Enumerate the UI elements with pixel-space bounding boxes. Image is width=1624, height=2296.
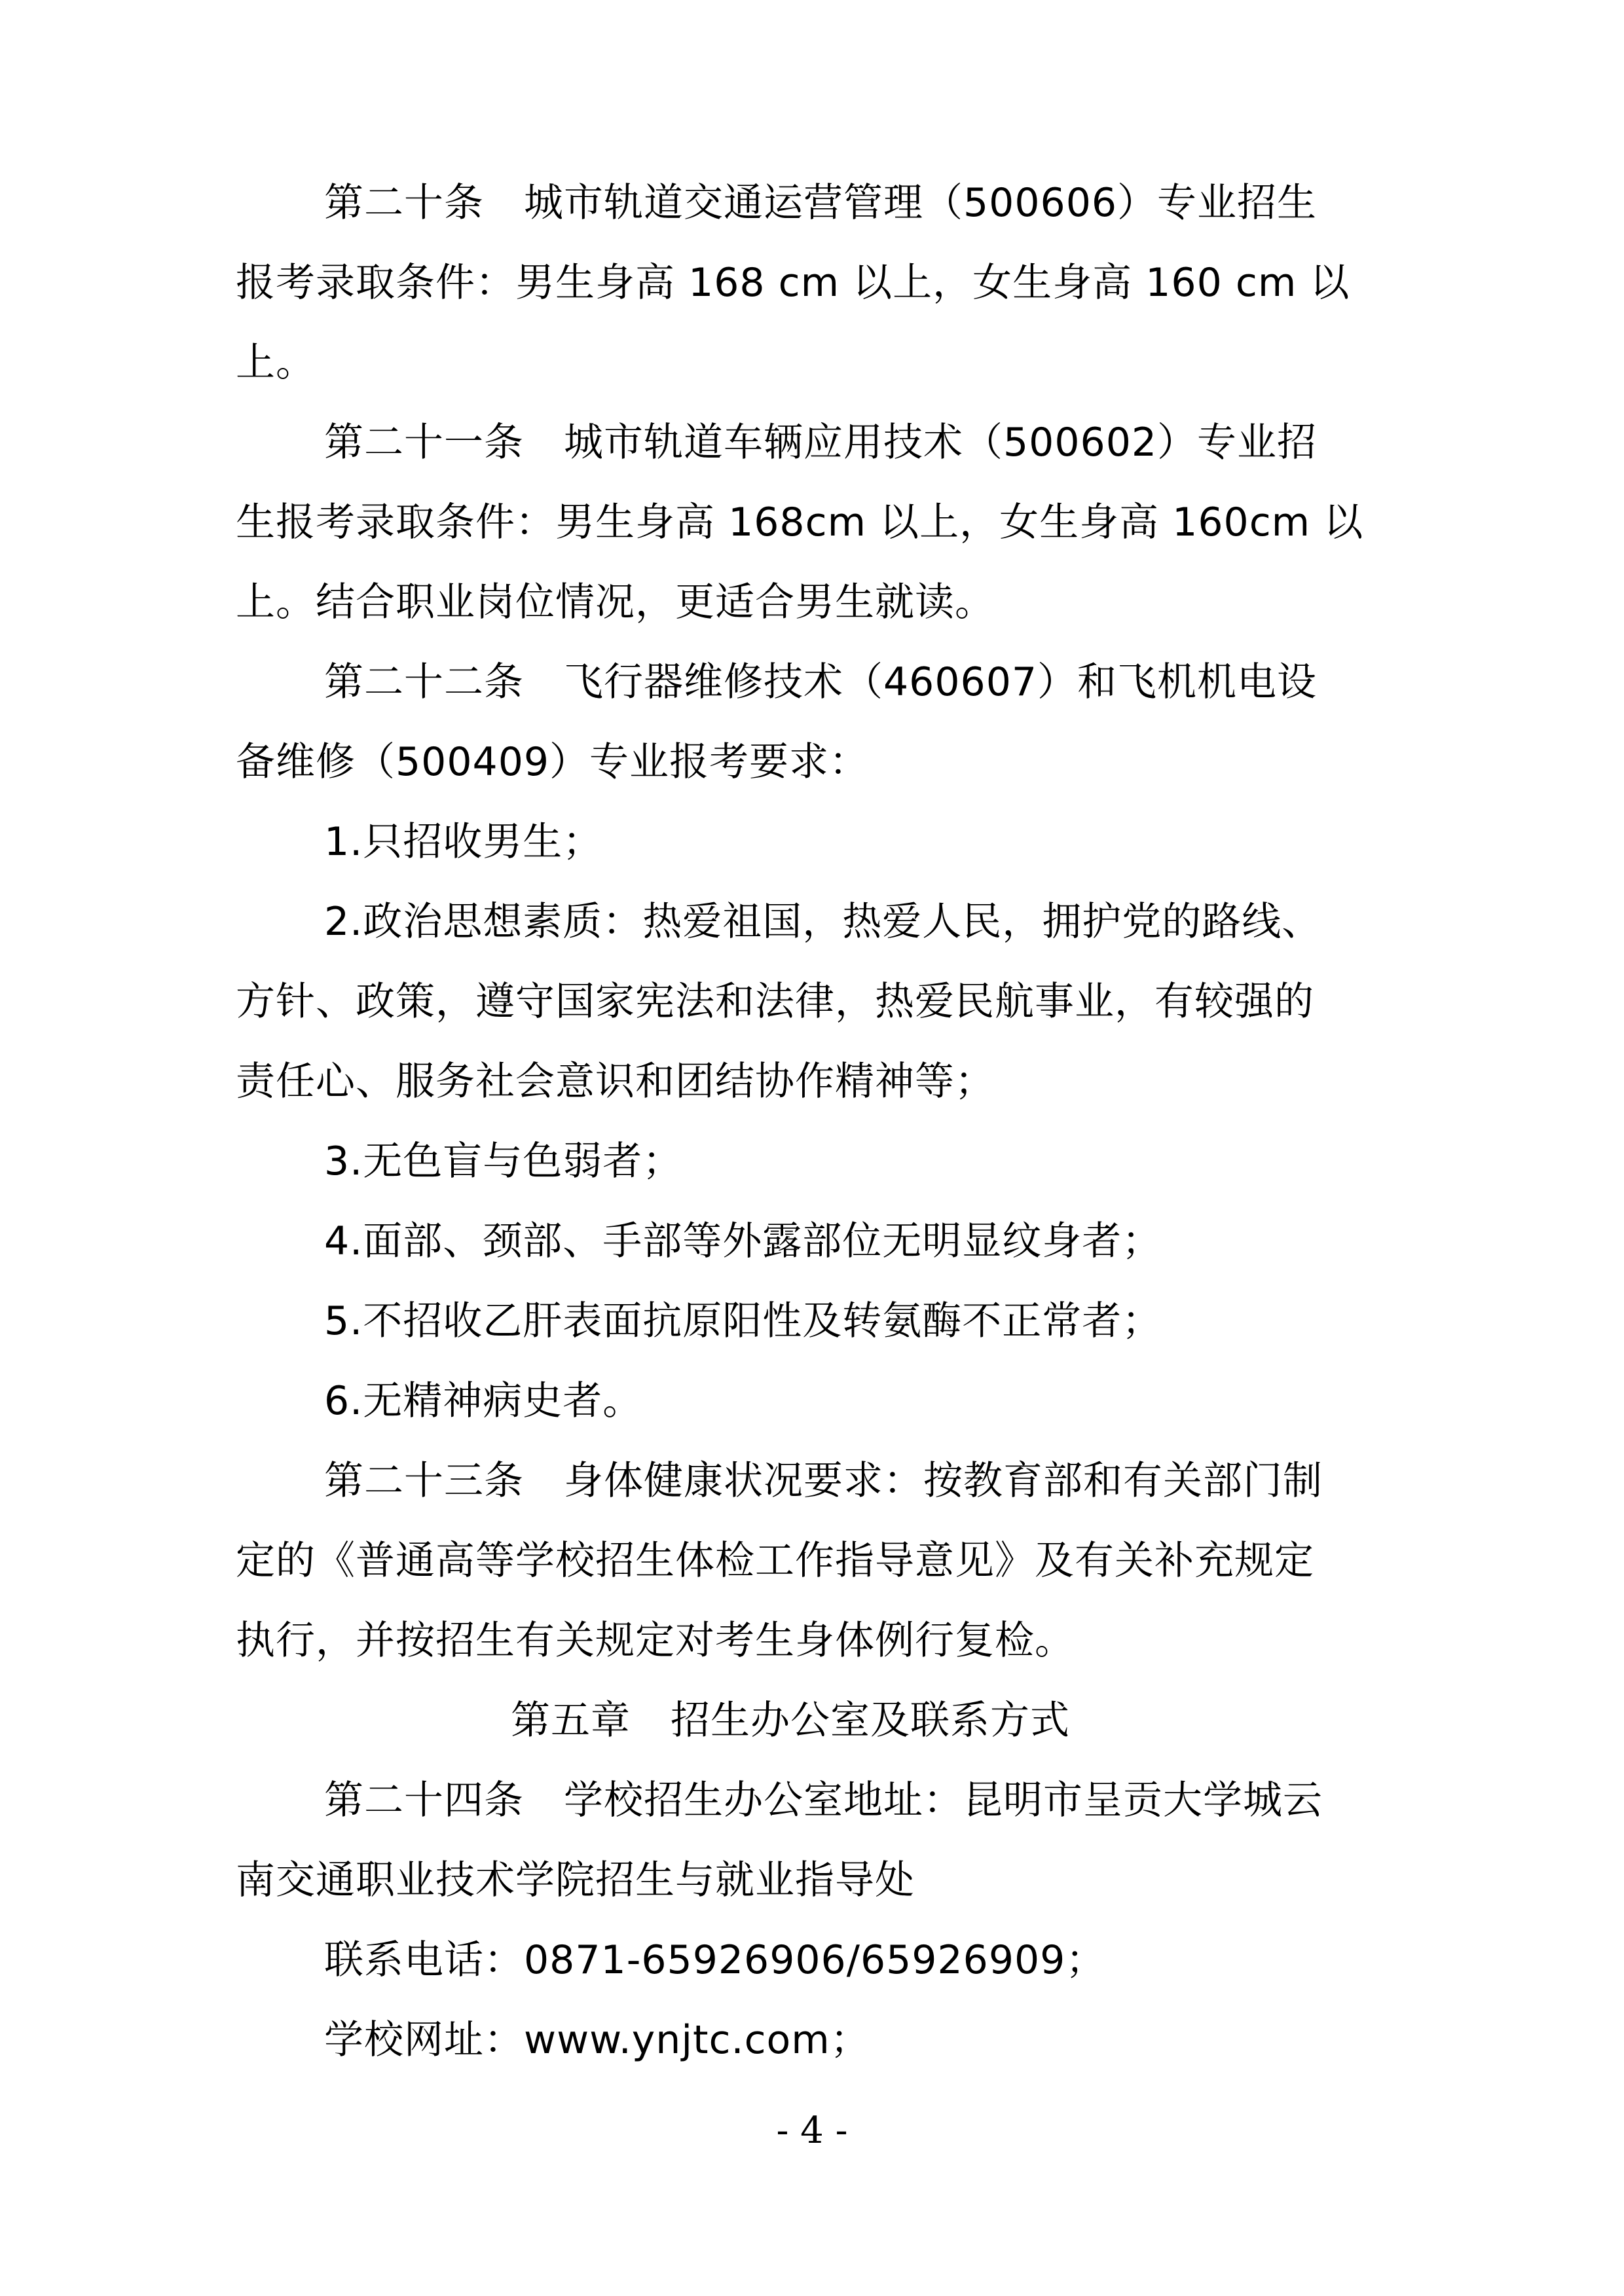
chapter-5-heading: 第五章 招生办公室及联系方式 [511, 1698, 1070, 1743]
contact-phone: 联系电话：0871-65926906/65926909； [324, 1937, 1106, 1983]
article-20-line-1: 第二十条 城市轨道交通运营管理（500606）专业招生 [324, 180, 1318, 226]
article-22-item-2-line-1: 2.政治思想素质：热爱祖国，热爱人民，拥护党的路线、 [324, 899, 1322, 945]
article-21-line-2: 生报考录取条件：男生身高 168cm 以上，女生身高 160cm 以 [236, 500, 1364, 545]
article-22-item-5: 5.不招收乙肝表面抗原阳性及转氨酶不正常者； [324, 1298, 1162, 1344]
article-22-item-3: 3.无色盲与色弱者； [324, 1139, 683, 1184]
article-23-line-3: 执行，并按招生有关规定对考生身体例行复检。 [236, 1618, 1075, 1664]
article-21-line-3: 上。结合职业岗位情况，更适合男生就读。 [236, 579, 995, 625]
article-22-item-6: 6.无精神病史者。 [324, 1378, 643, 1424]
article-22-item-2-line-3: 责任心、服务社会意识和团结协作精神等； [236, 1059, 995, 1104]
page-number: - 4 - [776, 2109, 848, 2152]
article-22-item-2-line-2: 方针、政策，遵守国家宪法和法律，热爱民航事业，有较强的 [236, 979, 1314, 1025]
article-22-line-1: 第二十二条 飞行器维修技术（460607）和飞机机电设 [324, 659, 1318, 705]
school-website: 学校网址：www.ynjtc.com； [324, 2017, 870, 2063]
article-20-line-2: 报考录取条件：男生身高 168 cm 以上，女生身高 160 cm 以 [236, 260, 1350, 306]
article-24-line-1: 第二十四条 学校招生办公室地址：昆明市呈贡大学城云 [324, 1777, 1323, 1823]
article-22-item-1: 1.只招收男生； [324, 819, 603, 865]
article-22-item-4: 4.面部、颈部、手部等外露部位无明显纹身者； [324, 1218, 1162, 1264]
article-24-line-2: 南交通职业技术学院招生与就业指导处 [236, 1857, 915, 1903]
article-20-line-3: 上。 [236, 340, 316, 386]
article-21-line-1: 第二十一条 城市轨道车辆应用技术（500602）专业招 [324, 420, 1318, 465]
article-22-line-2: 备维修（500409）专业报考要求： [236, 739, 870, 785]
article-23-line-1: 第二十三条 身体健康状况要求：按教育部和有关部门制 [324, 1458, 1323, 1504]
article-23-line-2: 定的《普通高等学校招生体检工作指导意见》及有关补充规定 [236, 1538, 1314, 1584]
